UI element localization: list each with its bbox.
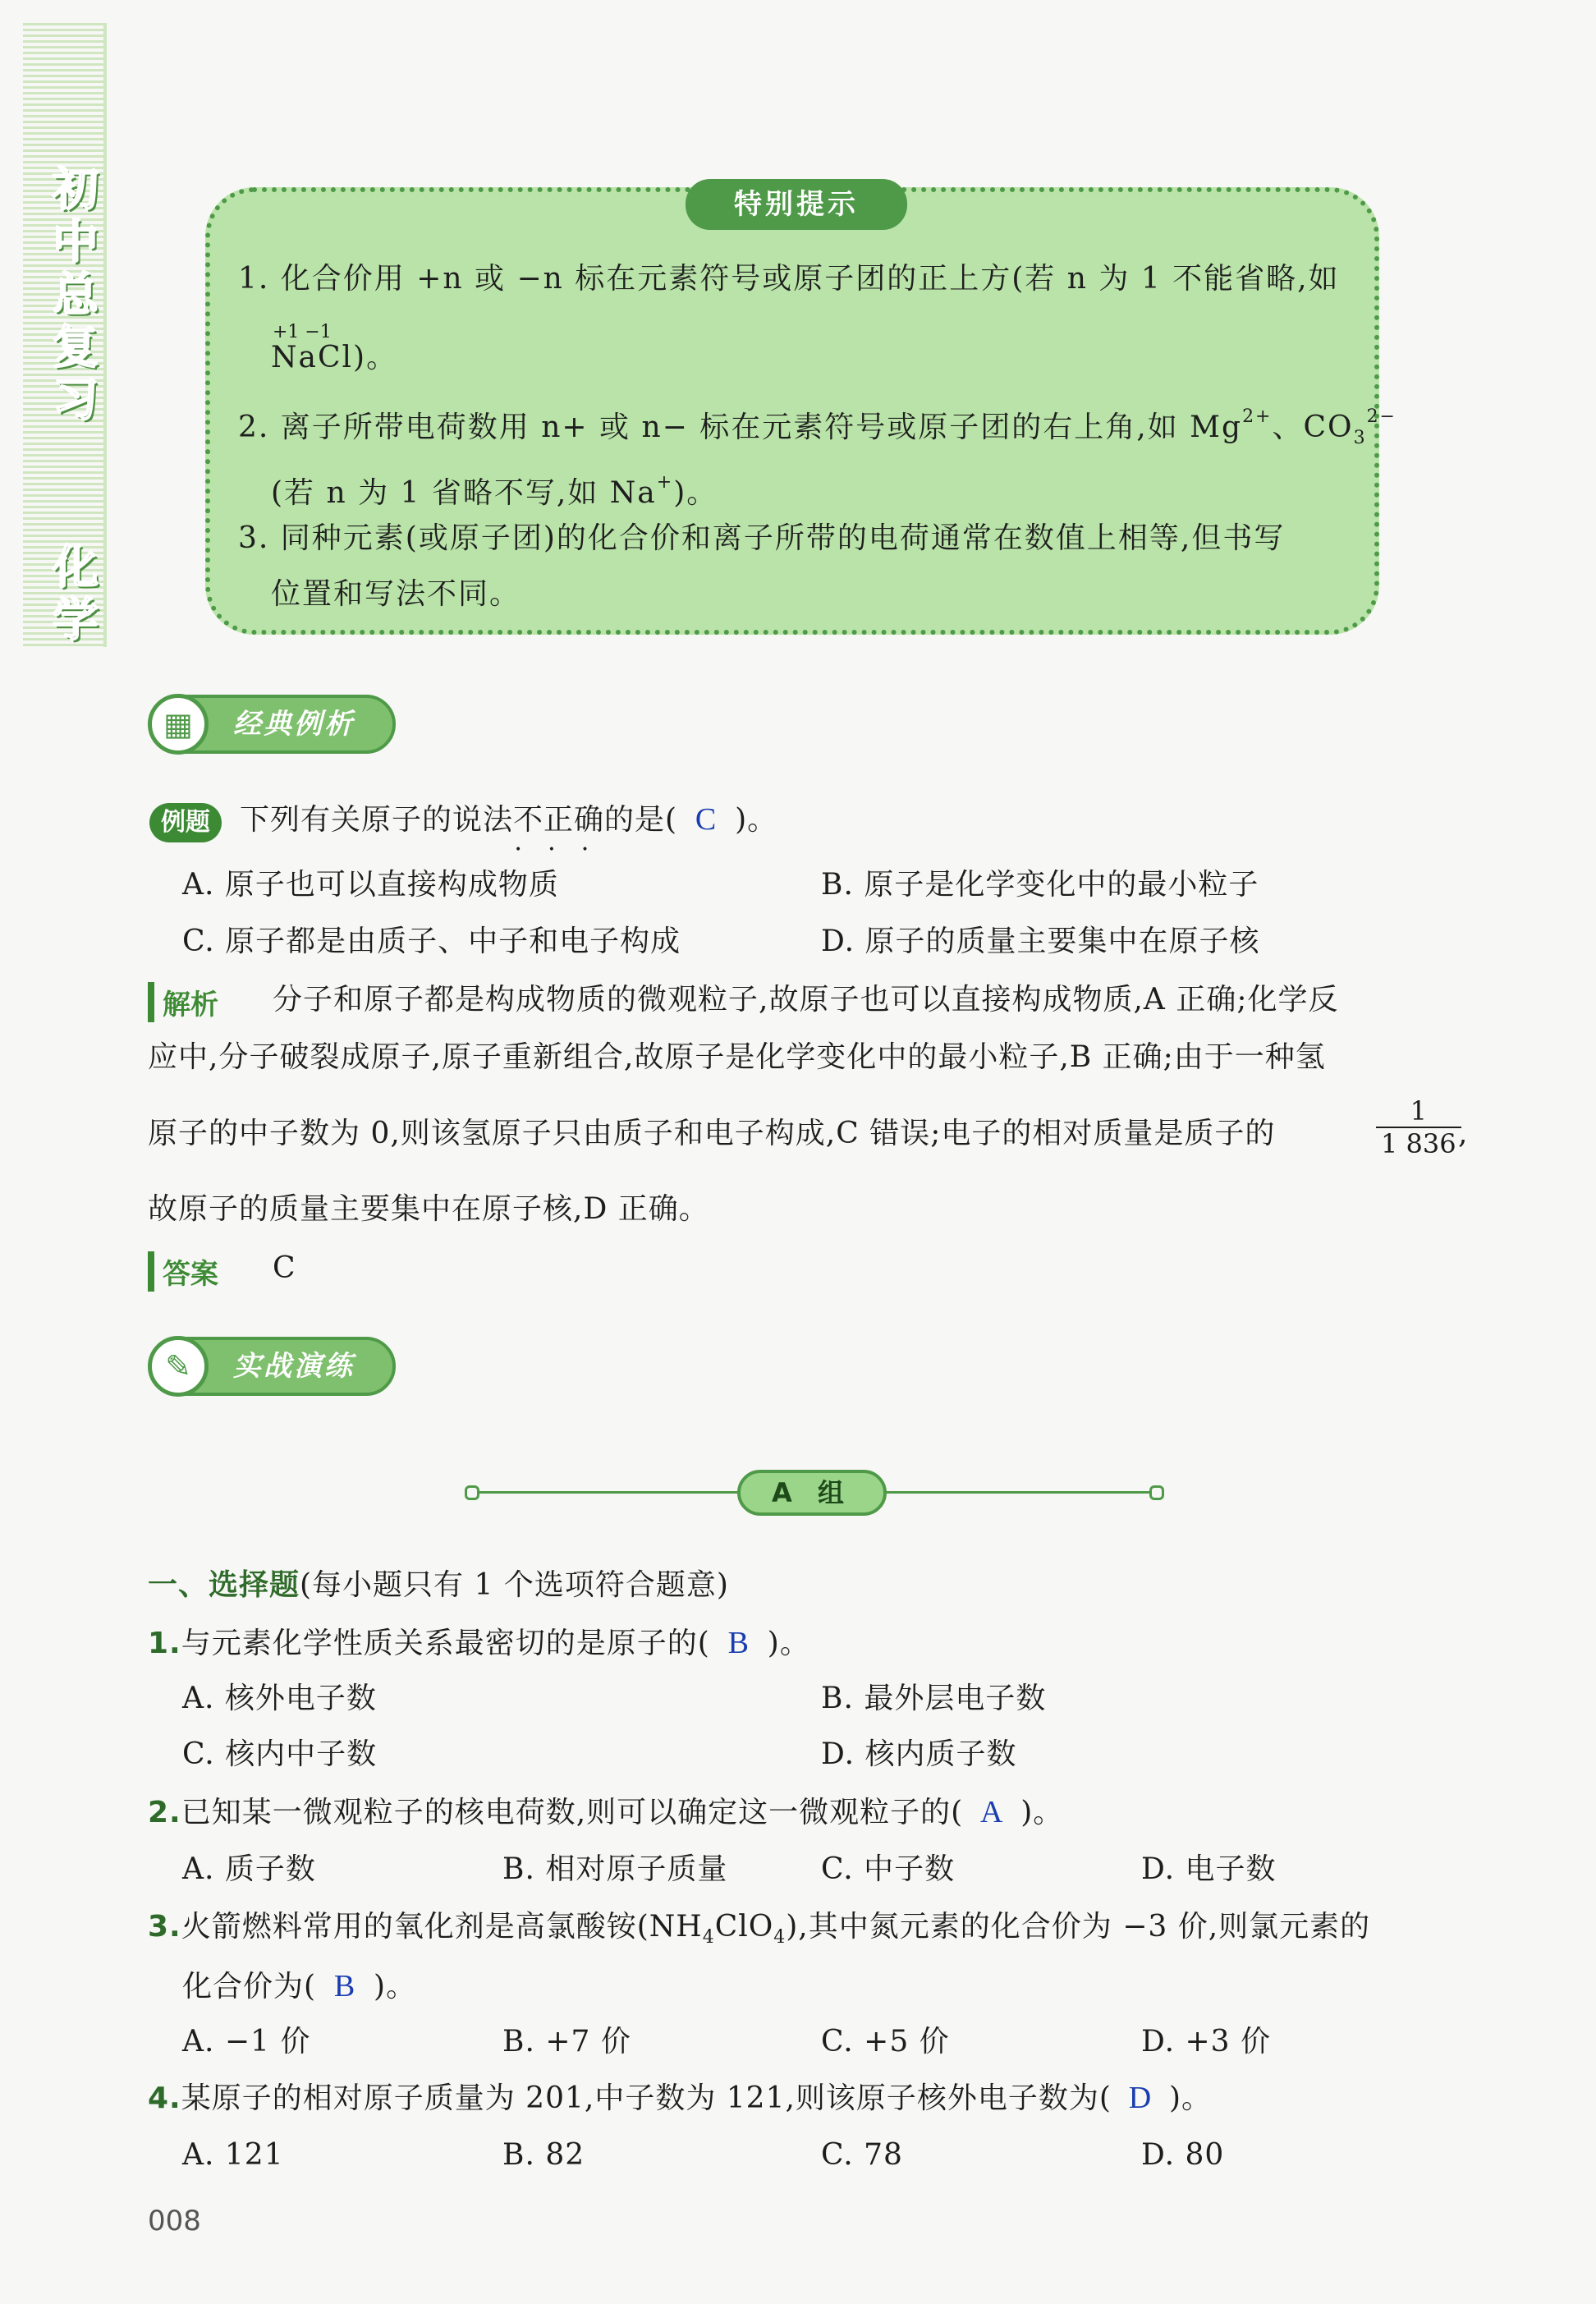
question-2 [148,1793,1063,1832]
question-stem: 某原子的相对原子质量为 201,中子数为 121,则该原子核外电子数为( [181,2081,1112,2115]
example-option-a: A. 原子也可以直接构成物质 [182,868,559,902]
side-title-char: 中 [53,216,99,269]
question-stem-mid: ClO [714,1910,774,1944]
side-subject [51,542,100,647]
fraction [1376,1095,1461,1159]
tip-superscript: 2+ [1242,406,1273,427]
side-subject-char: 学 [53,594,99,647]
tip-item-3: 3. 同种元素(或原子团)的化合价和离子所带的电荷通常在数值上相等,但书写 [238,521,1286,555]
question-stem-end: )。 [1020,1796,1064,1829]
pencil-icon: ✎ [148,1336,209,1397]
q4-option-a: A. 121 [182,2138,284,2172]
tip-item-1-text: 1. 化合价用 +n 或 −n 标在元素符号或原子团的正上方(若 n 为 1 不能省略,如 [238,262,1340,296]
analysis-line-3-end: , [1458,1117,1469,1150]
q1-option-c: C. 核内中子数 [182,1737,378,1771]
question-stem-end: )。 [767,1627,810,1660]
question-number: 3. [148,1910,181,1944]
question-number: 4. [148,2081,181,2115]
tip-item-2-text: 2. 离子所带电荷数用 n+ 或 n− 标在元素符号或原子团的右上角,如 Mg [238,411,1243,444]
example-option-c: C. 原子都是由质子、中子和电子构成 [182,925,681,958]
question-stem: 与元素化学性质关系最密切的是原子的( [181,1627,710,1660]
q2-option-b: B. 相对原子质量 [502,1852,728,1886]
q3-option-b: B. +7 价 [502,2025,631,2058]
q2-option-d: D. 电子数 [1141,1852,1277,1886]
example-stem-text-c: )。 [735,803,778,837]
question-answer: D [1128,2081,1153,2115]
q2-option-c: C. 中子数 [821,1852,956,1886]
side-title-char: 复 [53,321,99,374]
side-title-char: 初 [53,163,99,217]
q4-option-c: C. 78 [821,2138,903,2172]
tip-item-3-line2: 位置和写法不同。 [271,577,521,611]
tip-item-1-text-end: NaCl)。 [271,341,398,374]
example-stem-text: 下列有关原子的说法 [240,803,514,837]
analysis-line-3-text: 原子的中子数为 0,则该氢原子只由质子和电子构成,C 错误;电子的相对质量是质子的 [148,1117,1276,1150]
analysis-line-1: 分子和原子都是构成物质的微观粒子,故原子也可以直接构成物质,A 正确;化学反 [273,983,1339,1017]
section-practice-label: 实战演练 [233,1350,355,1383]
q4-option-d: D. 80 [1141,2138,1225,2172]
example-answer: C [695,802,718,837]
analysis-line-4: 故原子的质量主要集中在原子核,D 正确。 [148,1192,709,1226]
tip-item-2-text-b: (若 n 为 1 省略不写,如 Na [271,476,657,510]
book-icon: ▦ [148,694,209,755]
tip-item-2-line2 [271,465,718,512]
question-4 [148,2079,1212,2118]
q3-option-d: D. +3 价 [1141,2025,1271,2058]
side-subject-char: 化 [53,541,99,594]
example-icon: 例题 [149,803,222,842]
answer-value: C [273,1251,296,1285]
fraction-denominator: 1 836 [1381,1128,1456,1159]
tip-item-1-valence: +1 −1 [273,322,332,342]
part-heading-title: 一、选择题 [148,1568,300,1602]
question-stem-end: )。 [1168,2081,1213,2115]
special-tip-badge: 特别提示 [686,179,907,230]
tip-superscript: 2− [1366,406,1396,427]
question-answer: B [333,1969,356,2003]
question-number: 1. [148,1627,181,1660]
analysis-tag: 解析 [148,982,218,1022]
divider-dot [1149,1485,1164,1500]
q1-option-d: D. 核内质子数 [821,1737,1017,1771]
question-subscript: 4 [773,1927,787,1948]
tip-subscript: 3 [1353,428,1367,448]
example-option-b: B. 原子是化学变化中的最小粒子 [821,868,1259,902]
q2-option-a: A. 质子数 [182,1852,316,1886]
analysis-line-2: 应中,分子破裂成原子,原子重新组合,故原子是化学变化中的最小粒子,B 正确;由于一种氢 [148,1040,1326,1074]
tip-item-2-text-mid: 、CO [1272,411,1354,444]
tip-superscript: + [656,472,674,493]
part-heading [148,1567,729,1604]
q4-option-b: B. 82 [502,2138,585,2172]
q1-option-b: B. 最外层电子数 [821,1682,1047,1715]
part-heading-note: (每小题只有 1 个选项符合题意) [300,1568,729,1602]
side-title-char: 习 [53,374,99,427]
page-number: 008 [148,2205,201,2237]
group-a-badge: A 组 [737,1470,887,1516]
question-3 [148,1908,1370,1957]
question-3-line2 [182,1967,416,2006]
example-stem [240,801,777,839]
question-answer: B [727,1626,750,1660]
answer-tag: 答案 [148,1251,218,1292]
side-title [51,164,100,427]
tip-item-2 [238,399,1396,457]
question-stem: 火箭燃料常用的氧化剂是高氯酸铵(NH [181,1910,703,1944]
fraction-numerator: 1 [1376,1095,1461,1128]
q3-option-a: A. −1 价 [182,2025,311,2058]
question-1 [148,1624,810,1663]
question-subscript: 4 [702,1927,715,1948]
tip-item-2-text-c: )。 [673,476,718,510]
tip-item-1 [238,261,1340,297]
divider-dot [465,1485,479,1500]
q3-option-c: C. +5 价 [821,2025,950,2058]
example-stem-text-b: 的是( [604,803,678,837]
section-classic-label: 经典例析 [233,708,355,741]
side-title-char: 总 [53,268,99,322]
example-option-d: D. 原子的质量主要集中在原子核 [821,925,1260,958]
question-number: 2. [148,1796,181,1829]
analysis-line-3 [148,1115,1275,1153]
example-stem-emphasis: 不正确 • • • [513,803,604,837]
q1-option-a: A. 核外电子数 [182,1682,377,1715]
question-stem-line2: 化合价为( [182,1970,317,2003]
question-stem: 已知某一微观粒子的核电荷数,则可以确定这一微观粒子的( [181,1796,964,1829]
question-stem-cont: ),其中氮元素的化合价为 −3 价,则氯元素的 [786,1910,1371,1944]
question-answer: A [980,1795,1004,1829]
question-stem-end: )。 [374,1970,417,2003]
